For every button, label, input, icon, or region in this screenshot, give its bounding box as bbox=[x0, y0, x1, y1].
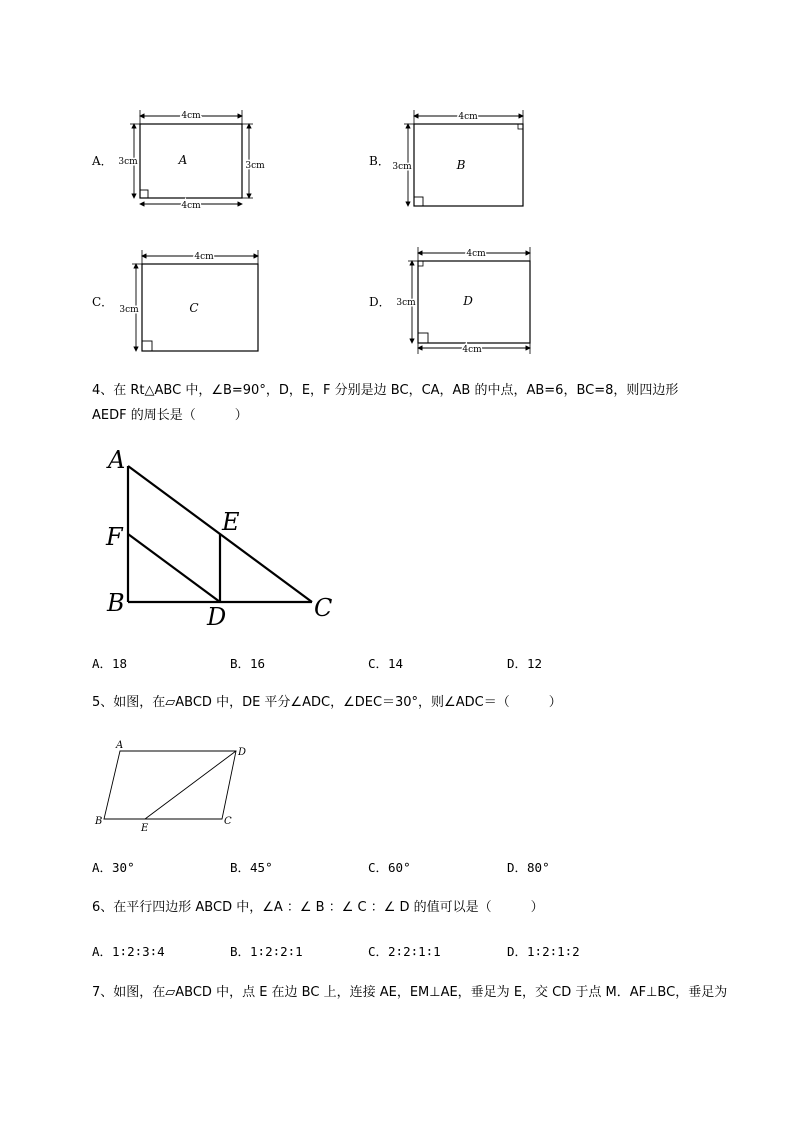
q4-option-b[interactable]: B．16 bbox=[230, 656, 266, 671]
q6-option-a[interactable]: A．1∶2∶3∶4 bbox=[92, 944, 165, 959]
point-e-label: E bbox=[141, 823, 149, 834]
dim-bottom: 4cm bbox=[462, 345, 482, 355]
point-a-label: A bbox=[108, 446, 126, 474]
dim-right: 3cm bbox=[245, 161, 265, 171]
question-5-figure bbox=[90, 736, 260, 834]
rect-name: C bbox=[189, 301, 199, 315]
dim-left: 3cm bbox=[396, 298, 416, 308]
question-4-line1: 4、在 Rt△ABC 中，∠B=90°，D，E，F 分别是边 BC，CA，AB 的中点，AB=6，BC=8，则四边形 bbox=[92, 383, 679, 398]
question-6-text: 6、在平行四边形 ABCD 中，∠A ：∠ B ：∠ C ：∠ D 的值可以是（ ） bbox=[92, 900, 544, 915]
q5-option-a[interactable]: A．30° bbox=[92, 860, 135, 875]
q6-option-b[interactable]: B．1∶2∶2∶1 bbox=[230, 944, 303, 959]
point-c-label: C bbox=[224, 816, 232, 827]
option-c-figure bbox=[112, 244, 272, 356]
question-4-figure bbox=[100, 444, 350, 634]
dim-top: 4cm bbox=[194, 252, 214, 262]
option-d-figure bbox=[390, 242, 540, 358]
point-b-label: B bbox=[95, 816, 103, 827]
q6-option-c[interactable]: C．2∶2∶1∶1 bbox=[368, 944, 441, 959]
rect-name: B bbox=[456, 158, 466, 172]
question-7-text: 7、如图，在▱ABCD 中，点 E 在边 BC 上，连接 AE，EM⊥AE，垂足为 E，交 CD 于点 M．AF⊥BC，垂足为 bbox=[92, 985, 728, 1000]
q5-option-b[interactable]: B．45° bbox=[230, 860, 273, 875]
rect-name: D bbox=[463, 294, 473, 308]
point-b-label: B bbox=[107, 589, 125, 617]
q4-option-c[interactable]: C．14 bbox=[368, 656, 404, 671]
option-b-label: B． bbox=[369, 154, 390, 168]
option-d-label: D． bbox=[369, 295, 391, 309]
option-a-label: A． bbox=[92, 154, 113, 168]
dim-top: 4cm bbox=[181, 111, 201, 121]
dim-bottom: 4cm bbox=[181, 201, 201, 211]
question-5-text: 5、如图，在▱ABCD 中，DE 平分∠ADC，∠DEC＝30°，则∠ADC＝（ ） bbox=[92, 695, 562, 710]
rect-name: A bbox=[178, 153, 188, 167]
point-d-label: D bbox=[207, 603, 227, 631]
q6-option-d[interactable]: D．1∶2∶1∶2 bbox=[507, 944, 580, 959]
point-f-label: F bbox=[106, 523, 123, 551]
option-a-figure bbox=[112, 106, 272, 212]
q5-option-d[interactable]: D．80° bbox=[507, 860, 550, 875]
point-d-label: D bbox=[238, 747, 247, 758]
dim-top: 4cm bbox=[458, 112, 478, 122]
question-4-line2: AEDF 的周长是（ ） bbox=[92, 408, 248, 423]
q4-option-a[interactable]: A．18 bbox=[92, 656, 128, 671]
dim-left: 3cm bbox=[119, 305, 139, 315]
point-e-label: E bbox=[222, 508, 240, 536]
dim-top: 4cm bbox=[466, 249, 486, 259]
point-c-label: C bbox=[314, 594, 333, 622]
q4-option-d[interactable]: D．12 bbox=[507, 656, 543, 671]
dim-left: 3cm bbox=[392, 162, 412, 172]
point-a-label: A bbox=[116, 740, 124, 751]
dim-left: 3cm bbox=[118, 157, 138, 167]
option-b-figure bbox=[388, 106, 538, 212]
option-c-label: C． bbox=[92, 295, 114, 309]
q5-option-c[interactable]: C．60° bbox=[368, 860, 411, 875]
